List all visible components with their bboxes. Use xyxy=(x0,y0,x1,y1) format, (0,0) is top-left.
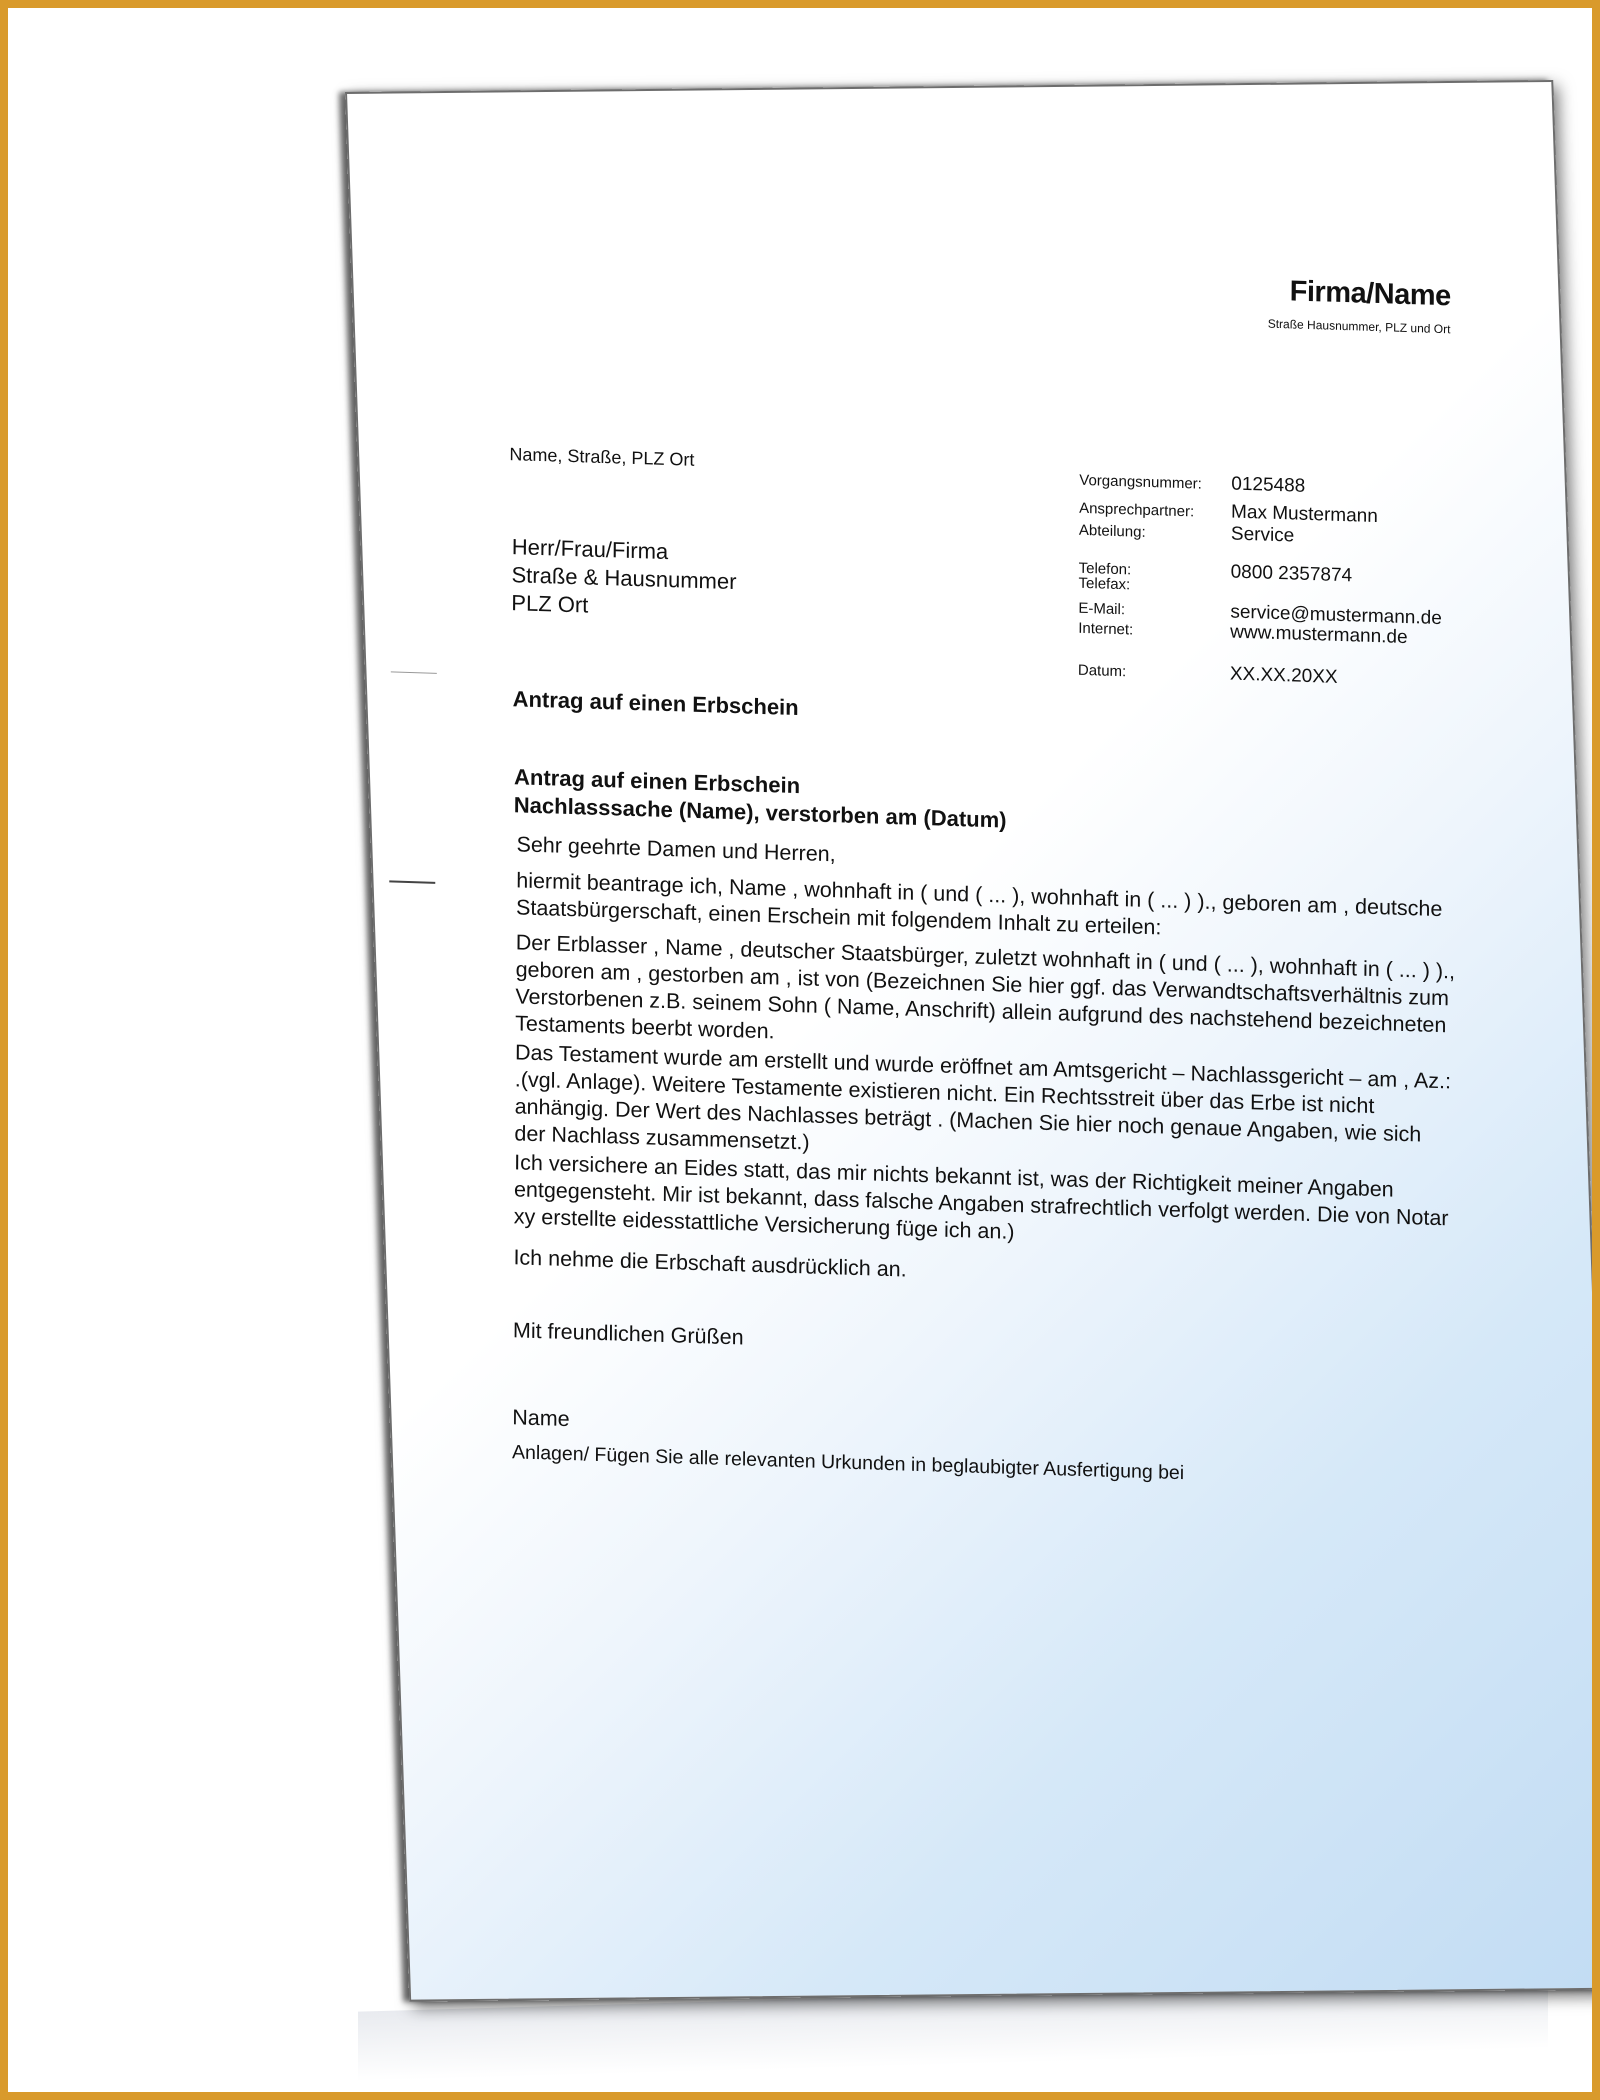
info-row-abteilung: Abteilung: Service xyxy=(1078,521,1295,547)
recipient-line: Straße & Hausnummer xyxy=(511,562,737,595)
letter-heading xyxy=(514,763,1007,834)
attachments-note: Anlagen/ Fügen Sie alle relevanten Urkunden in beglaubigter Ausfertigung bei xyxy=(511,1441,1185,1485)
paragraph-5: Ich nehme die Erbschaft ausdrücklich an. xyxy=(513,1245,907,1282)
company-name: Firma/Name xyxy=(1289,275,1451,313)
letter-page xyxy=(345,80,1600,2002)
company-address: Straße Hausnummer, PLZ und Ort xyxy=(1267,316,1451,337)
info-row-telefon: Telefon: 0800 2357874 xyxy=(1078,559,1353,587)
fold-mark xyxy=(391,671,437,673)
recipient-line: Herr/Frau/Firma xyxy=(511,534,669,565)
info-row-internet: Internet: www.mustermann.de xyxy=(1078,619,1408,649)
salutation: Sehr geehrte Damen und Herren, xyxy=(516,832,836,867)
info-row-ansprechpartner: Ansprechpartner: Max Mustermann xyxy=(1079,499,1378,528)
punch-mark xyxy=(389,880,435,883)
recipient-line: PLZ Ort xyxy=(511,590,589,618)
paragraph-2: Der Erblasser , Name , deutscher Staatsbürger, zuletzt wohnhaft in ( und ( ... ), wohnhaft in ( ... ) )., geboren am , gestorben am , ist von (Bezeichnen Sie hier ggf. das Verwandtschaftsverhältnis zum Verstorbenen z.B. seinem Sohn ( Name, Anschrift) allein aufgrund des nachstehend bezeichneten Testaments beerbt worden. xyxy=(515,930,1456,1044)
heading-line-1: Antrag auf einen Erbschein xyxy=(513,764,801,799)
info-row-datum: Datum: XX.XX.20XX xyxy=(1077,661,1338,688)
info-row-email: E-Mail: service@mustermann.de xyxy=(1078,599,1442,630)
recipient-address xyxy=(511,533,737,624)
sender-line: Name, Straße, PLZ Ort xyxy=(509,444,695,470)
paragraph-1: hiermit beantrage ich, Name , wohnhaft in ( und ( ... ), wohnhaft in ( ... ) )., geboren am , deutsche Staatsbürgerschaft, einen Erschein mit folgendem Inhalt zu erteilen: xyxy=(516,868,1443,940)
heading-line-2: Nachlasssache (Name), verstorben am (Datum) xyxy=(513,792,1007,833)
closing: Mit freundlichen Grüßen xyxy=(512,1318,744,1350)
info-row-telefax: Telefax: xyxy=(1078,574,1131,594)
paragraph-4: Ich versichere an Eides statt, das mir nichts bekannt ist, was der Richtigkeit meiner Angaben entgegensteht. Mir ist bekannt, dass falsche Angaben strafrechtlich verfolgt werden. Die von Notar xy erstellte eidesstattliche Versicherung füge ich an.) xyxy=(513,1150,1449,1244)
signature-name: Name xyxy=(512,1405,570,1432)
paragraph-3: Das Testament wurde am erstellt und wurde eröffnet am Amtsgericht – Nachlassgericht – am , Az.: .(vgl. Anlage). Weitere Testamente existieren nicht. Ein Rechtsstreit über das Erbe ist nicht anhängig. Der Wert des Nachlasses beträgt . (Machen Sie hier noch genaue Angaben, wie sich der Nachlass zusammensetzt.) xyxy=(514,1040,1452,1155)
subject-line: Antrag auf einen Erbschein xyxy=(512,686,799,721)
info-row-vorgang: Vorgangsnummer: 0125488 xyxy=(1079,471,1306,497)
